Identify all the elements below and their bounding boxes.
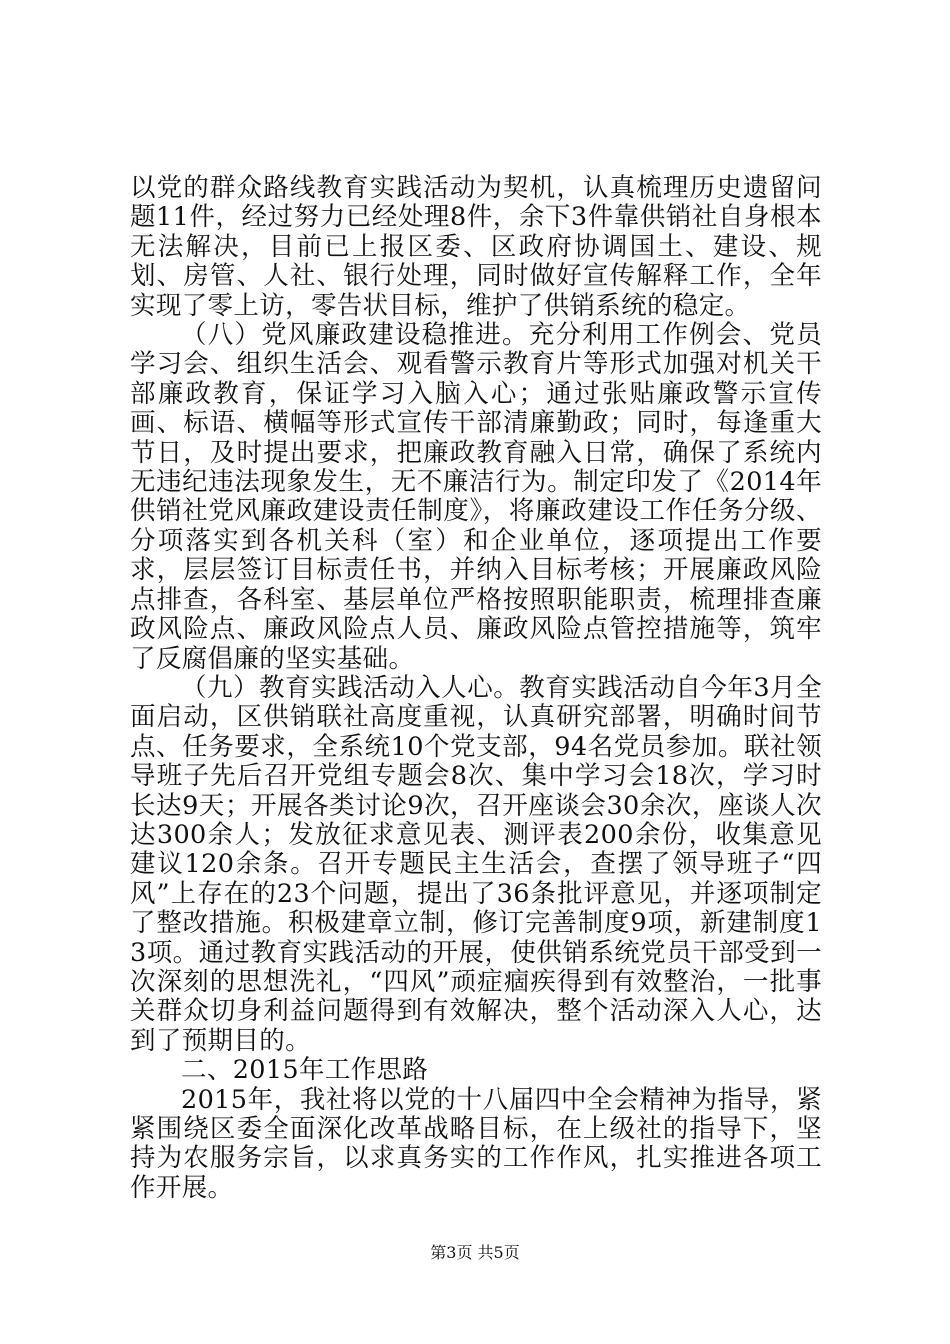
paragraph-section-eight: （八）党风廉政建设稳推进。充分利用工作例会、党员学习会、组织生活会、观看警示教育片等形式加强对机关干部廉政教育，保证学习入脑入心；通过张贴廉政警示宣传画、标语、横幅等形式宣传干部清廉勤政；同时，每逢重大节日，及时提出要求，把廉政教育融入日常，确保了系统内无违纪违法现象发生，无不廉洁行为。制定印发了《2014年供销社党风廉政建设责任制度》，将廉政建设工作任务分级、分项落实到各机关科（室）和企业单位，逐项提出工作要求，层层签订目标责任书，并纳入目标考核；开展廉政风险点排查，各科室、基层单位严格按照职能职责，梳理排查廉政风险点、廉政风险点人员、廉政风险点管控措施等，筑牢了反腐倡廉的坚实基础。 [130,320,822,674]
paragraph-continuation: 以党的群众路线教育实践活动为契机，认真梳理历史遗留问题11件，经过努力已经处理8件，余下3件靠供销社自身根本无法解决，目前已上报区委、区政府协调国土、建设、规划、房管、人社、银行处理，同时做好宣传解释工作，全年实现了零上访，零告状目标，维护了供销系统的稳定。 [130,173,822,321]
page-footer: 第3页 共5页 [430,1243,520,1262]
paragraph-section-nine: （九）教育实践活动入人心。教育实践活动自今年3月全面启动，区供销联社高度重视，认真研究部署，明确时间节点、任务要求，全系统10个党支部，94名党员参加。联社领导班子先后召开党组专题会8次、集中学习会18次，学习时长达9天；开展各类讨论9次，召开座谈会30余次，座谈人次达300余人；发放征求意见表、测评表200余份，收集意见建议120余条。召开专题民主生活会，查摆了领导班子“四风”上存在的23个问题，提出了36条批评意见，并逐项制定了整改措施。积极建章立制，修订完善制度9项，新建制度13项。通过教育实践活动的开展，使供销系统党员干部受到一次深刻的思想洗礼，“四风”顽症痼疾得到有效整治，一批事关群众切身利益问题得到有效解决，整个活动深入人心，达到了预期目的。 [130,672,822,1056]
paragraph-2015-plan: 2015年，我社将以党的十八届四中全会精神为指导，紧紧围绕区委全面深化改革战略目标，在上级社的指导下，坚持为农服务宗旨，以求真务实的工作作风，扎实推进各项工作开展。 [130,1084,822,1203]
section-heading-2015-plan: 二、2015年工作思路 [181,1055,429,1086]
document-body [130,174,822,1203]
